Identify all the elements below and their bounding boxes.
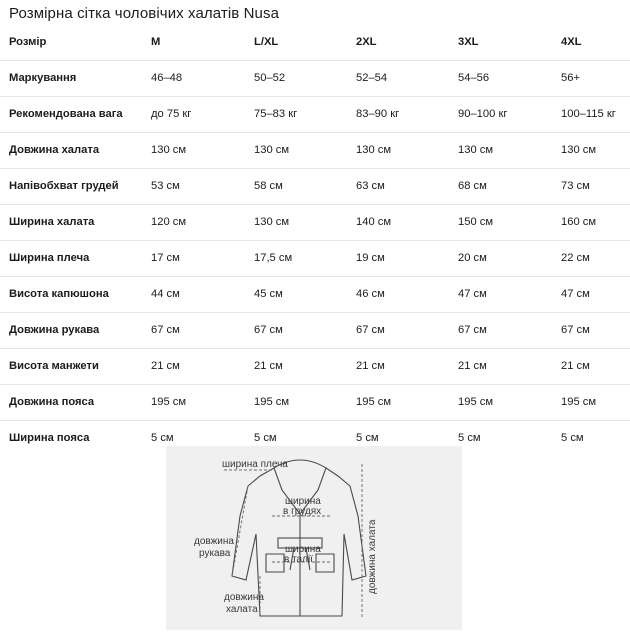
table-row — [0, 384, 630, 420]
table-cell: 83–90 кг — [356, 96, 458, 132]
table-cell: 195 см — [254, 384, 356, 420]
table-cell: 50–52 — [254, 60, 356, 96]
table-cell: 53 см — [151, 168, 254, 204]
row-label: Рекомендована вага — [0, 96, 151, 132]
label-waist-width-1: ширина — [285, 544, 321, 555]
table-row — [0, 312, 630, 348]
table-cell: 100–115 кг — [561, 96, 630, 132]
table-cell: 67 см — [561, 312, 630, 348]
table-cell: 67 см — [254, 312, 356, 348]
table-cell: до 75 кг — [151, 96, 254, 132]
label-chest-width-1: ширина — [285, 496, 321, 507]
table-cell: 130 см — [458, 132, 561, 168]
table-cell: 45 см — [254, 276, 356, 312]
table-cell: 73 см — [561, 168, 630, 204]
table-cell: 195 см — [458, 384, 561, 420]
table-cell: 21 см — [458, 348, 561, 384]
table-cell: 5 см — [151, 420, 254, 456]
table-cell: 195 см — [561, 384, 630, 420]
row-label: Довжина рукава — [0, 312, 151, 348]
header-cell-4xl: 4XL — [561, 35, 582, 48]
size-chart-table — [0, 24, 630, 456]
table-row — [0, 276, 630, 312]
header-cell-m: M — [151, 35, 161, 48]
label-sleeve-length-2: рукава — [199, 548, 231, 559]
label-shoulder-width: ширина плеча — [222, 459, 288, 470]
row-label: Висота манжети — [0, 348, 151, 384]
table-cell: 17,5 см — [254, 240, 356, 276]
table-row — [0, 96, 630, 132]
table-cell: 63 см — [356, 168, 458, 204]
table-cell: 47 см — [561, 276, 630, 312]
row-label: Ширина пояса — [0, 420, 151, 456]
robe-measurement-diagram — [166, 446, 462, 630]
table-cell: 56+ — [561, 60, 630, 96]
table-cell: 20 см — [458, 240, 561, 276]
table-cell: 5 см — [254, 420, 356, 456]
row-label: Маркування — [0, 60, 151, 96]
row-label: Довжина халата — [0, 132, 151, 168]
table-cell: 130 см — [356, 132, 458, 168]
row-label: Висота капюшона — [0, 276, 151, 312]
table-cell: 130 см — [254, 204, 356, 240]
header-cell-lxl: L/XL — [254, 35, 279, 48]
table-row — [0, 60, 630, 96]
table-cell: 160 см — [561, 204, 630, 240]
robe-diagram-svg — [166, 446, 462, 630]
table-cell: 44 см — [151, 276, 254, 312]
table-cell: 47 см — [458, 276, 561, 312]
table-cell: 46–48 — [151, 60, 254, 96]
table-cell: 67 см — [151, 312, 254, 348]
label-robe-length-vertical: довжина халата — [367, 519, 378, 594]
table-cell: 195 см — [356, 384, 458, 420]
label-robe-length-2: халата — [226, 604, 258, 615]
table-row — [0, 204, 630, 240]
header-cell-2xl: 2XL — [356, 35, 377, 48]
table-cell: 67 см — [458, 312, 561, 348]
table-row — [0, 348, 630, 384]
table-cell: 195 см — [151, 384, 254, 420]
row-label: Довжина пояса — [0, 384, 151, 420]
table-cell: 5 см — [561, 420, 630, 456]
table-cell: 5 см — [458, 420, 561, 456]
table-cell: 68 см — [458, 168, 561, 204]
row-label: Ширина халата — [0, 204, 151, 240]
table-cell: 140 см — [356, 204, 458, 240]
table-cell: 22 см — [561, 240, 630, 276]
table-cell: 58 см — [254, 168, 356, 204]
table-row — [0, 240, 630, 276]
label-chest-width-2: в грудях — [283, 506, 322, 517]
table-cell: 54–56 — [458, 60, 561, 96]
page-title: Розмірна сітка чоловічих халатів Nusa — [9, 5, 280, 22]
table-cell: 75–83 кг — [254, 96, 356, 132]
table-cell: 21 см — [254, 348, 356, 384]
table-cell: 120 см — [151, 204, 254, 240]
table-cell: 130 см — [254, 132, 356, 168]
table-header-row — [0, 24, 630, 60]
header-cell-3xl: 3XL — [458, 35, 479, 48]
row-label: Напівобхват грудей — [0, 168, 151, 204]
table-cell: 67 см — [356, 312, 458, 348]
header-cell-size: Розмір — [9, 35, 47, 48]
table-cell: 21 см — [561, 348, 630, 384]
label-sleeve-length-1: довжина — [194, 536, 234, 547]
table-cell: 90–100 кг — [458, 96, 561, 132]
table-cell: 21 см — [151, 348, 254, 384]
table-cell: 46 см — [356, 276, 458, 312]
table-cell: 5 см — [356, 420, 458, 456]
table-cell: 17 см — [151, 240, 254, 276]
table-cell: 19 см — [356, 240, 458, 276]
table-cell: 150 см — [458, 204, 561, 240]
table-cell: 52–54 — [356, 60, 458, 96]
row-label: Ширина плеча — [0, 240, 151, 276]
table-cell: 130 см — [561, 132, 630, 168]
table-cell: 130 см — [151, 132, 254, 168]
table-row — [0, 168, 630, 204]
label-waist-width-2: в талії — [284, 554, 313, 565]
table-cell: 21 см — [356, 348, 458, 384]
table-row — [0, 132, 630, 168]
label-robe-length-1: довжина — [224, 592, 264, 603]
